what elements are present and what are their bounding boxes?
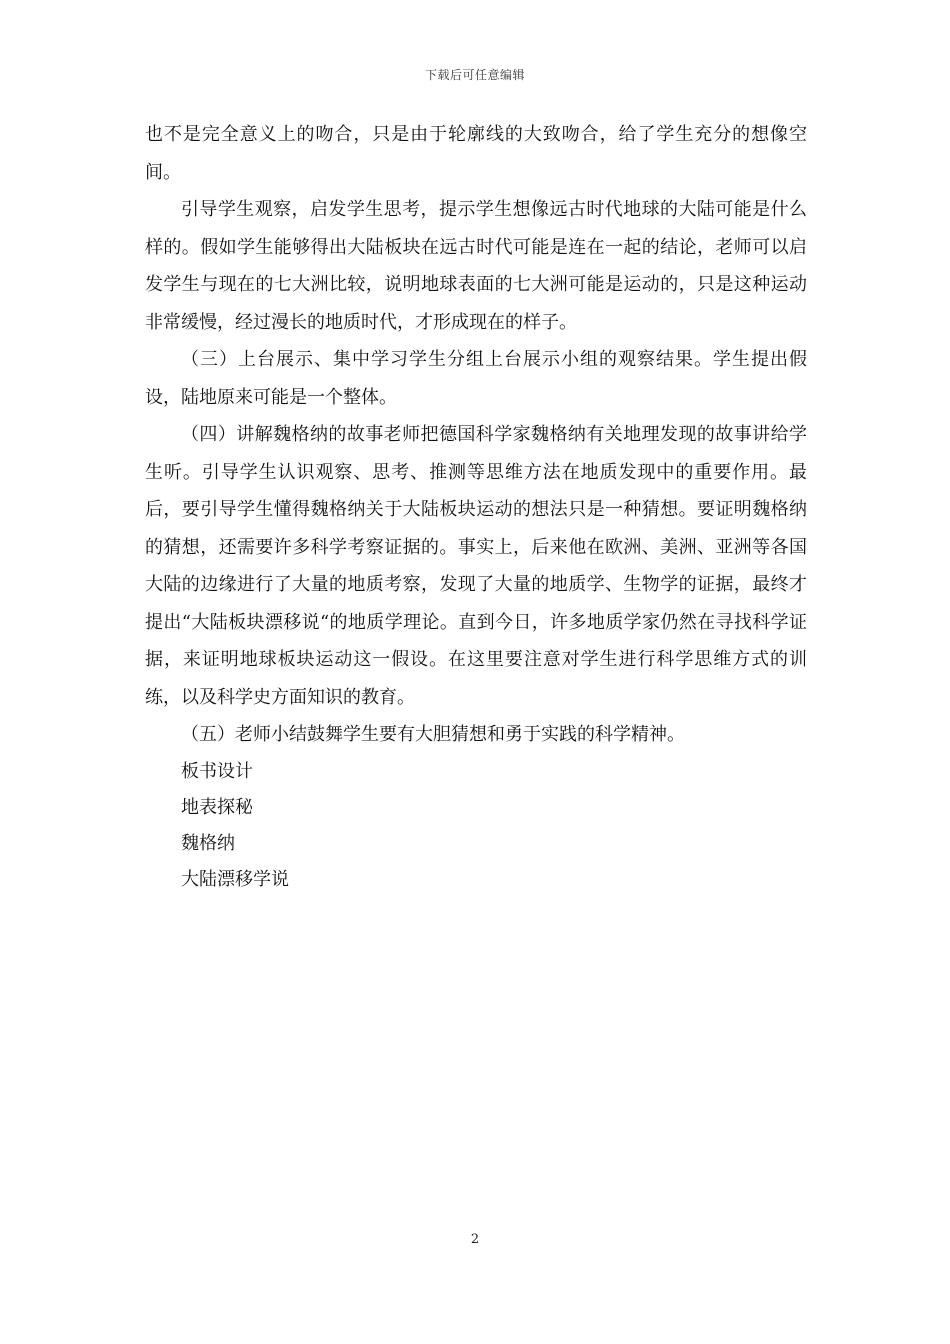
board-line-theory: 大陆漂移学说 <box>181 868 289 890</box>
page-header: 下载后可任意编辑 <box>424 68 525 82</box>
paragraph-step-five: （五）老师小结鼓舞学生要有大胆猜想和勇于实践的科学精神。 <box>181 724 685 745</box>
page-number: 2 <box>470 1232 480 1247</box>
paragraph-step-four: （四）讲解魏格纳的故事老师把德国科学家魏格纳有关地理发现的故事讲给学生听。引导学生认识观察、思考、推测等思维方法在地质发现中的重要作用。最后，要引导学生懂得魏格纳关于大陆板块运动的想法只是一种猜想。要证明魏格纳的猜想，还需要许多科学考察证据的。事实上，后来他在欧洲、美洲、亚洲等各国大陆的边缘进行了大量的地质考察，发现了大量的地质学、生物学的证据，最终才提出“大陆板块漂移说“的地质学理论。直到今日，许多地质学家仍然在寻找科学证据，来证明地球板块运动这一假设。在这里要注意对学生进行科学思维方式的训练，以及科学史方面知识的教育。 <box>145 424 807 708</box>
board-line-person: 魏格纳 <box>181 832 235 854</box>
paragraph-step-three: （三）上台展示、集中学习学生分组上台展示小组的观察结果。学生提出假设，陆地原来可能是一个整体。 <box>145 349 807 408</box>
document-body <box>145 116 807 898</box>
paragraph-continuation: 也不是完全意义上的吻合，只是由于轮廓线的大致吻合，给了学生充分的想像空间。 <box>145 124 807 183</box>
board-line-title: 地表探秘 <box>181 796 253 818</box>
board-design-heading: 板书设计 <box>181 760 253 782</box>
paragraph-guide-observation: 引导学生观察，启发学生思考，提示学生想像远古时代地球的大陆可能是什么样的。假如学生能够得出大陆板块在远古时代可能是连在一起的结论，老师可以启发学生与现在的七大洲比较，说明地球表面的七大洲可能是运动的，只是这种运动非常缓慢，经过漫长的地质时代，才形成现在的样子。 <box>145 199 807 333</box>
